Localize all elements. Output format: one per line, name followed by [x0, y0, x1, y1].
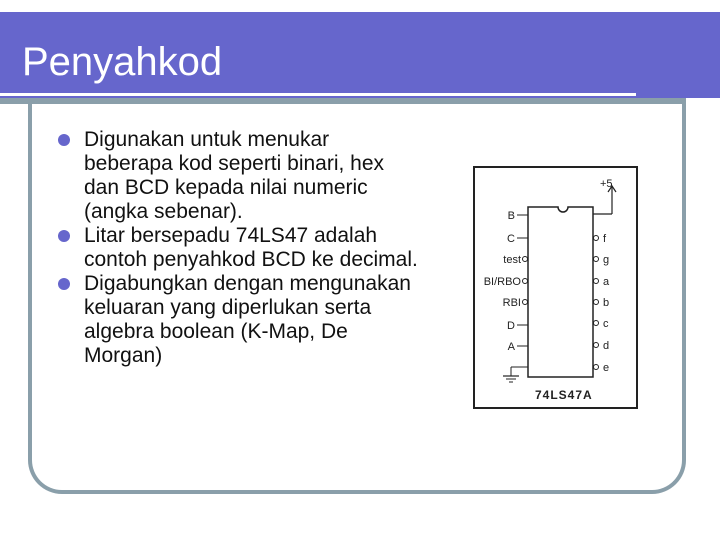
- slide-title: Penyahkod: [22, 40, 223, 84]
- bullet-text: Digabungkan dengan mengunakan keluaran yang diperlukan serta algebra boolean (K-Map, De Morgan): [84, 272, 411, 367]
- supply-label: +5: [600, 178, 613, 190]
- right-pin-label: f: [603, 233, 607, 245]
- left-pin-label: C: [507, 233, 515, 245]
- ic-74ls47-diagram: [473, 166, 638, 409]
- bullet-item: [58, 128, 418, 224]
- right-pin-label: g: [603, 254, 610, 266]
- title-underline: [0, 93, 636, 96]
- left-pin-group: [484, 210, 528, 353]
- bullet-list: [58, 128, 418, 368]
- right-pin-label: b: [603, 297, 610, 309]
- right-pin-bubble: [594, 236, 599, 241]
- chip-label: 74LS47A: [535, 388, 593, 402]
- right-pin-bubble: [594, 300, 599, 305]
- left-pin-bubble: [523, 279, 528, 284]
- left-pin-label: A: [507, 341, 515, 353]
- bullet-dot-icon: [58, 134, 70, 146]
- left-pin-label: test: [503, 254, 521, 266]
- right-pin-label: a: [603, 276, 610, 288]
- left-pin-bubble: [523, 257, 528, 262]
- ic-chip-body: [528, 207, 593, 377]
- left-pin-bubble: [523, 300, 528, 305]
- title-bar-shadow: [0, 98, 686, 104]
- bullet-dot-icon: [58, 278, 70, 290]
- bullet-item: [58, 272, 418, 368]
- left-pin-label: D: [507, 320, 515, 332]
- right-pin-group: [594, 233, 611, 374]
- right-pin-bubble: [594, 321, 599, 326]
- right-pin-label: d: [603, 340, 610, 352]
- right-pin-label: c: [603, 318, 609, 330]
- left-pin-label: RBI: [502, 297, 521, 309]
- left-pin-label: B: [507, 210, 515, 222]
- right-pin-bubble: [594, 343, 599, 348]
- bullet-item: [58, 224, 418, 272]
- title-bar: [0, 12, 720, 98]
- right-pin-bubble: [594, 365, 599, 370]
- bullet-text: Digunakan untuk menukar beberapa kod seperti binari, hex dan BCD kepada nilai numeric (angka sebenar).: [84, 128, 385, 223]
- right-pin-bubble: [594, 257, 599, 262]
- right-pin-bubble: [594, 279, 599, 284]
- bullet-text: Litar bersepadu 74LS47 adalah contoh penyahkod BCD ke decimal.: [84, 224, 418, 271]
- ground-icon: [503, 367, 528, 382]
- right-pin-label: e: [603, 362, 610, 374]
- ic-diagram-svg: [475, 168, 636, 407]
- left-pin-label: BI/RBO: [483, 276, 521, 288]
- bullet-dot-icon: [58, 230, 70, 242]
